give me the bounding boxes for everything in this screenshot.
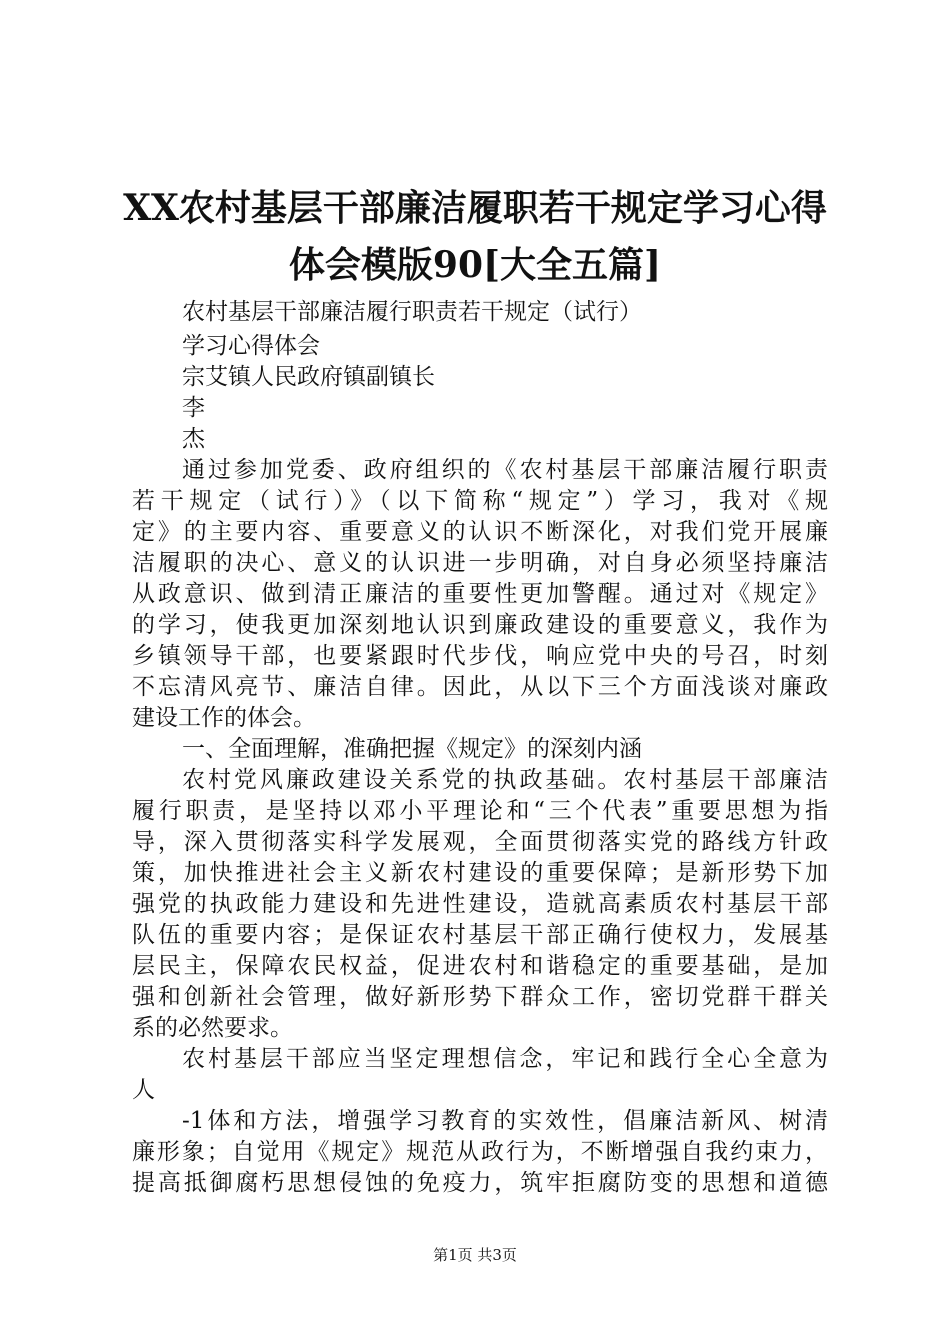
paragraph-1-line: 通过参加党委、政府组织的《农村基层干部廉洁履行职责 [182, 457, 828, 483]
header-line-author-surname: 李 [182, 395, 205, 421]
paragraph-1-line: 若干规定（试行）》（以下简称“规定”）学习，我对《规 [132, 488, 828, 514]
header-line-subtitle: 学习心得体会 [182, 333, 320, 359]
document-title-line-2: 体会模版90[大全五篇] [288, 244, 662, 286]
paragraph-1-line: 乡镇领导干部，也要紧跟时代步伐，响应党中央的号召，时刻 [132, 643, 828, 669]
header-line-regulation: 农村基层干部廉洁履行职责若干规定（试行） [182, 299, 642, 325]
paragraph-2-line: 策，加快推进社会主义新农村建设的重要保障；是新形势下加 [132, 860, 828, 886]
header-line-author-title: 宗艾镇人民政府镇副镇长 [182, 364, 435, 390]
paragraph-2-line: 系的必然要求。 [132, 1015, 293, 1041]
paragraph-2-line: 农村党风廉政建设关系党的执政基础。农村基层干部廉洁 [182, 767, 828, 793]
paragraph-1-line: 的学习，使我更加深刻地认识到廉政建设的重要意义，我作为 [132, 612, 828, 638]
paragraph-2-line: 导，深入贯彻落实科学发展观，全面贯彻落实党的路线方针政 [132, 829, 828, 855]
paragraph-3-line: 人 [132, 1077, 155, 1103]
paragraph-2-line: 层民主，保障农民权益，促进农村和谐稳定的重要基础，是加 [132, 953, 828, 979]
document-title-line-1: XX农村基层干部廉洁履职若干规定学习心得 [123, 187, 827, 229]
paragraph-1-line: 从政意识、做到清正廉洁的重要性更加警醒。通过对《规定》 [132, 581, 828, 607]
paragraph-3-line: 农村基层干部应当坚定理想信念，牢记和践行全心全意为 [182, 1046, 828, 1072]
section-1-heading: 一、全面理解，准确把握《规定》的深刻内涵 [182, 736, 642, 762]
paragraph-2-line: 强党的执政能力建设和先进性建设，造就高素质农村基层干部 [132, 891, 828, 917]
paragraph-1-line: 定》的主要内容、重要意义的认识不断深化，对我们党开展廉 [132, 519, 828, 545]
paragraph-2-line: 强和创新社会管理，做好新形势下群众工作，密切党群干群关 [132, 984, 828, 1010]
header-line-author-given-name: 杰 [182, 426, 205, 452]
paragraph-1-line: 洁履职的决心、意义的认识进一步明确，对自身必须坚持廉洁 [132, 550, 828, 576]
paragraph-4-line: 提高抵御腐朽思想侵蚀的免疫力，筑牢拒腐防变的思想和道德 [132, 1170, 828, 1196]
paragraph-2-line: 队伍的重要内容；是保证农村基层干部正确行使权力，发展基 [132, 922, 828, 948]
paragraph-4-line: 廉形象；自觉用《规定》规范从政行为，不断增强自我约束力， [132, 1139, 828, 1165]
paragraph-1-line: 建设工作的体会。 [132, 705, 316, 731]
paragraph-1-line: 不忘清风亮节、廉洁自律。因此，从以下三个方面浅谈对廉政 [132, 674, 828, 700]
paragraph-4-line: -1体和方法，增强学习教育的实效性，倡廉洁新风、树清 [182, 1108, 828, 1134]
page-number-footer: 第1页 共3页 [433, 1246, 517, 1264]
paragraph-2-line: 履行职责，是坚持以邓小平理论和“三个代表”重要思想为指 [132, 798, 828, 824]
